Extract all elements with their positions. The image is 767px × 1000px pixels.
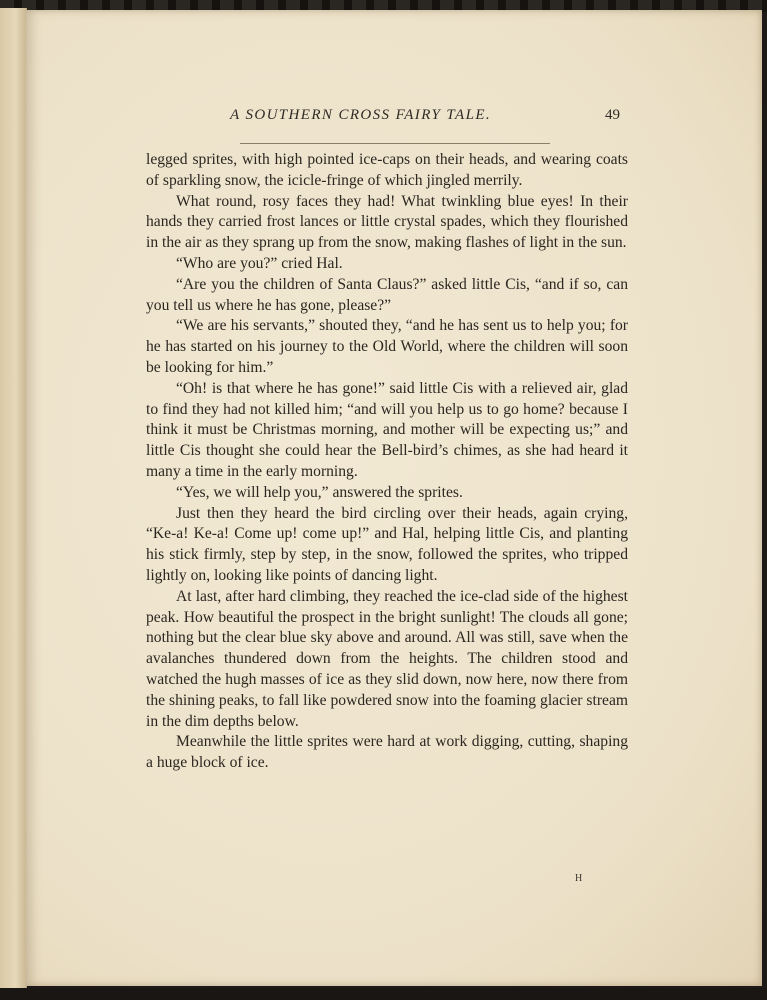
paragraph: Just then they heard the bird circling over their heads, again crying, “Ke-a! Ke-a! Come up! come up!” and Hal, helping little Cis, and planting his stick firmly, step by step, in the snow, followed the sprites, who tripped lightly on, looking like points of dancing light. xyxy=(146,504,628,584)
paragraph: “Are you the children of Santa Claus?” asked little Cis, “and if so, can you tell us where he has gone, please?” xyxy=(146,275,628,314)
header-rule xyxy=(240,143,550,144)
paragraph: “We are his servants,” shouted they, “and he has sent us to help you; for he has started on his journey to the Old World, where the children will soon be looking for him.” xyxy=(146,317,628,376)
body-text xyxy=(146,150,628,774)
paragraph: At last, after hard climbing, they reached the ice-clad side of the highest peak. How beautiful the prospect in the bright sunlight! The clouds all gone; nothing but the clear blue sky above and around. All was still, save when the avalanches thundered down from the heights. The children stood and watched the hugh masses of ice as they slid down, now here, now there from the shining peaks, to fall like powdered snow into the foaming glacier stream in the dim depths below. xyxy=(146,587,628,730)
paragraph: Meanwhile the little sprites were hard at work digging, cutting, shaping a huge block of ice. xyxy=(146,733,628,772)
paragraph: legged sprites, with high pointed ice-caps on their heads, and wearing coats of sparkling snow, the icicle-fringe of which jingled merrily. xyxy=(146,151,628,189)
paragraph: “Who are you?” cried Hal. xyxy=(176,254,343,272)
paragraph: “Yes, we will help you,” answered the sprites. xyxy=(176,483,463,501)
signature-mark: H xyxy=(575,873,583,884)
book-spine-edge xyxy=(0,8,27,992)
running-title: A SOUTHERN CROSS FAIRY TALE. xyxy=(230,107,492,123)
paragraph: “Oh! is that where he has gone!” said little Cis with a relieved air, glad to find they had not killed him; “and will you help us to go home? because I think it must be Christmas morning, and mother will be expecting us;” and little Cis thought she could hear the Bell-bird’s chimes, as she had heard it many a time in the early morning. xyxy=(146,379,628,480)
page-number: 49 xyxy=(605,107,620,123)
scanner-bottom-edge xyxy=(0,988,767,1000)
paragraph: What round, rosy faces they had! What twinkling blue eyes! In their hands they carried frost lances or little crystal spades, which they flourished in the air as they sprang up from the snow, making flashes of light in the sun. xyxy=(146,192,628,252)
